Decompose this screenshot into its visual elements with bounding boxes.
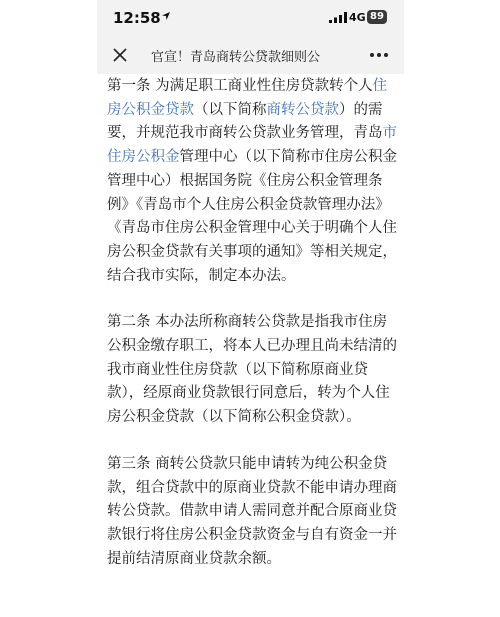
phone-screen	[97, 0, 404, 617]
keyword-link[interactable]: 住房公积金贷款	[107, 78, 388, 118]
battery-icon	[367, 10, 387, 24]
network-type: 4G	[349, 11, 366, 24]
paragraph-text: 第三条 商转公贷款只能申请转为纯公积金贷款，组合贷款中的原商业贷款不能申请办理商转公贷款。借款申请人需同意并配合原商业贷款银行将住房公积金贷款资金与自有资金一并提前结清原商业贷款余额。	[107, 455, 397, 567]
paragraph-text: （以下简称	[194, 101, 267, 118]
keyword-link[interactable]: 市住房公积金	[107, 125, 397, 166]
nav-bar	[97, 36, 404, 74]
status-time: 12:58	[113, 9, 161, 27]
page-title: 官宣！青岛商转公贷款细则公	[151, 50, 321, 65]
battery-level: 89	[370, 11, 384, 22]
paragraph-text: ）的需要，并规范我市商转公贷款业务管理，青岛	[107, 101, 383, 142]
paragraph-text: 第一条 为满足职工商业性住房贷款转个人	[107, 78, 373, 94]
article-paragraph	[107, 453, 397, 572]
status-bar	[97, 0, 404, 36]
paragraph-text: 第二条 本办法所称商转公贷款是指我市住房公积金缴存职工，将本人已办理且尚未结清的我市商业性住房贷款（以下简称原商业贷款），经原商业贷款银行同意后，转为个人住房公积金贷款（以下简称公积金贷款）。	[107, 314, 397, 426]
paragraph-text: 管理中心（以下简称市住房公积金管理中心）根据国务院《住房公积金管理条例》《青岛市个人住房公积金贷款管理办法》《青岛市住房公积金管理中心关于明确个人住房公积金贷款有关事项的通知》等相关规定，结合我市实际，制定本办法。	[107, 149, 397, 284]
more-options-icon[interactable]	[367, 46, 391, 64]
article-paragraph	[107, 311, 397, 430]
signal-bars-icon	[329, 12, 347, 23]
keyword-link[interactable]: 商转公贷款	[266, 101, 339, 118]
location-arrow-icon	[161, 11, 171, 21]
article-paragraph	[107, 75, 397, 288]
close-icon[interactable]	[109, 44, 131, 66]
article-body	[107, 75, 397, 594]
